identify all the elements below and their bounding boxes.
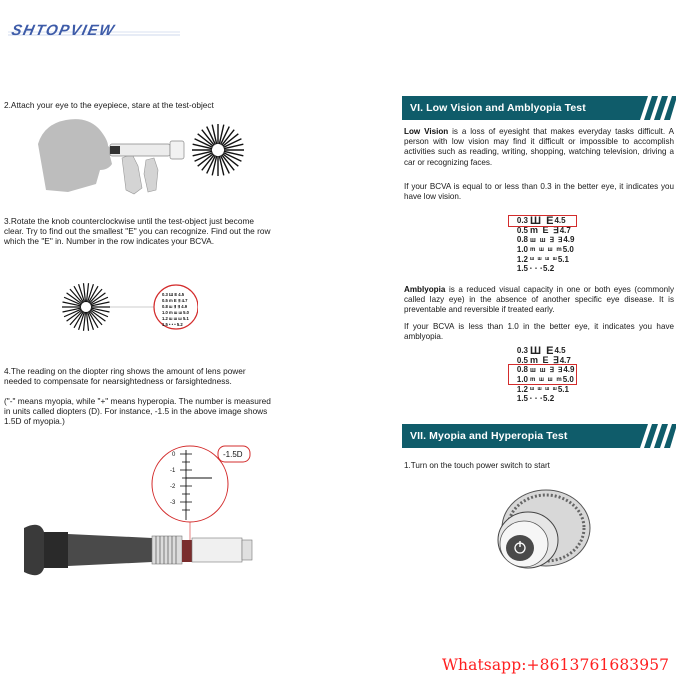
turn-on-step-text: 1.Turn on the touch power switch to start xyxy=(404,461,550,470)
diopter-note-text: ("-" means myopia, while "+" means hyperopia. The number is measured in units called diopters (D). For instance, -1.5 in the above image shows 1.5D of myopia.) xyxy=(4,396,271,426)
diopter-ring-illustration xyxy=(22,436,272,586)
acuity-row: 0.5 m E ∃ 4.7 xyxy=(516,354,571,365)
low-vision-paragraph xyxy=(404,127,674,168)
acuity-chart-amblyopia xyxy=(510,346,574,404)
svg-text:1.0 m ш ш 5.0: 1.0 m ш ш 5.0 xyxy=(162,310,189,315)
acuity-row: 0.8 ш ш ∃ ∃ 4.9 xyxy=(516,365,575,375)
acuity-row: 0.3 Ш E 4.5 xyxy=(516,344,566,357)
low-vision-text: is a loss of eyesight that makes everyday tasks difficult. A person with low vision may find it difficult or impossible to accomplish activities such as reading, writing, shopping, watching television, driving a car or recognizing faces. xyxy=(404,127,674,167)
bcva-amblyopia-text: If your BCVA is less than 1.0 in the better eye, it indicates you have amblyopia. xyxy=(404,322,674,342)
power-button xyxy=(506,535,534,561)
highlight-box-0-3 xyxy=(508,215,577,227)
mini-chart-row-1: 0.3 Ш E 4.5 xyxy=(162,292,185,297)
brand-logo xyxy=(8,20,180,40)
step-4-text: 4.The reading on the diopter ring shows the amount of lens power needed to compensate for nearsightedness or farsightedness. xyxy=(4,366,246,386)
acuity-chart-low-vision xyxy=(510,216,574,274)
eye-to-eyepiece-illustration xyxy=(38,110,248,202)
acuity-row: 1.0 m ш ш m 5.0 xyxy=(516,375,574,385)
header-stripe-decoration xyxy=(636,96,676,120)
bcva-low-vision-text: If your BCVA is equal to or less than 0.3 in the better eye, it indicates you have low vision. xyxy=(404,182,674,202)
section-7-header xyxy=(402,424,675,448)
scale-tick-2: -2 xyxy=(170,484,176,490)
scale-tick-3: -3 xyxy=(170,500,176,506)
acuity-row: 1.5 • • • 5.2 xyxy=(516,394,555,404)
acuity-row: 1.0 m ш ш m 5.0 xyxy=(516,245,574,255)
amblyopia-paragraph xyxy=(404,285,674,316)
acuity-row: 1.2 ш ш ш ш 5.1 xyxy=(516,384,569,394)
logo-graphic xyxy=(8,20,180,40)
amblyopia-text: is a reduced visual capacity in one or both eyes (commonly called lazy eye) in the absence of another specific eye disease. It is preventable and reversible if treated early. xyxy=(404,285,674,315)
acuity-row: 0.8 ш ш ∃ ∃ 4.9 xyxy=(516,235,575,245)
acuity-row: 1.2 ш ш ш ш 5.1 xyxy=(516,254,569,264)
test-object-zoom-illustration xyxy=(58,278,198,336)
highlight-box-0-8-1-0 xyxy=(508,364,577,385)
svg-text:0.5 m E ∃ 4.7: 0.5 m E ∃ 4.7 xyxy=(162,298,188,303)
whatsapp-watermark: Whatsapp:+8613761683957 xyxy=(442,656,670,674)
svg-text:0.8 ш ∃ ∃ 4.9: 0.8 ш ∃ ∃ 4.9 xyxy=(162,304,188,309)
svg-text:SHTOPVIEW: SHTOPVIEW xyxy=(9,22,117,39)
header-stripe-decoration xyxy=(636,424,676,448)
svg-text:1.2 ш ш ш 5.1: 1.2 ш ш ш 5.1 xyxy=(162,316,189,321)
low-vision-term: Low Vision xyxy=(404,127,449,136)
svg-text:1.5 • • • 5.2: 1.5 • • • 5.2 xyxy=(162,322,183,327)
amblyopia-term: Amblyopia xyxy=(404,285,446,294)
section-6-header xyxy=(402,96,675,120)
acuity-row: 0.3 Ш E 4.5 xyxy=(516,214,566,227)
section-7-title: VII. Myopia and Hyperopia Test xyxy=(410,430,568,442)
acuity-row: 1.5 • • • 5.2 xyxy=(516,264,555,274)
step-3-text: 3.Rotate the knob counterclockwise until the test-object just become clear. Try to find out the smallest "E" you can recognize. Find out the row which the "E" in. Number in the row indicates your BCVA. xyxy=(4,216,271,246)
acuity-row: 0.5 m E ∃ 4.7 xyxy=(516,224,571,235)
scale-tick-1: -1 xyxy=(170,468,176,474)
scale-tick-0: 0 xyxy=(172,452,176,458)
step-2-text: 2.Attach your eye to the eyepiece, stare at the test-object xyxy=(4,100,214,110)
section-6-title: VI. Low Vision and Amblyopia Test xyxy=(410,102,586,114)
touch-power-switch-illustration xyxy=(486,486,594,576)
diopter-callout: -1.5D xyxy=(223,450,243,459)
